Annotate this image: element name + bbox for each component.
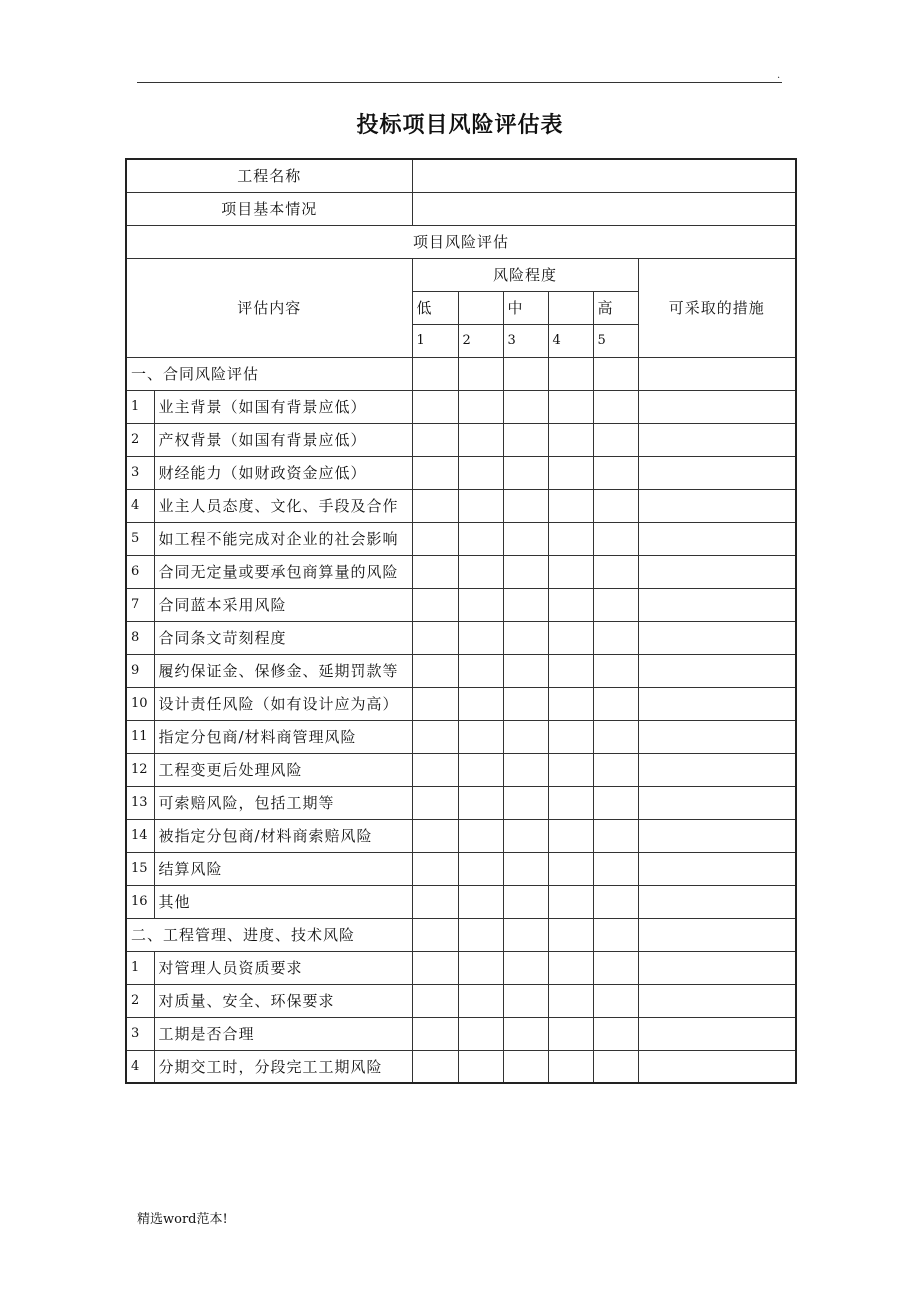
risk-level-cell[interactable] [503,786,548,819]
risk-level-cell[interactable] [593,720,638,753]
risk-level-cell[interactable] [412,852,458,885]
risk-level-cell[interactable] [593,786,638,819]
risk-level-cell[interactable] [458,621,503,654]
measures-cell[interactable] [638,885,796,918]
item-number: 7 [126,588,154,621]
measures-cell[interactable] [638,984,796,1017]
risk-level-cell[interactable] [412,489,458,522]
table-row [126,588,796,621]
item-number: 5 [126,522,154,555]
content-column-header: 评估内容 [126,258,412,357]
risk-level-cell[interactable] [458,753,503,786]
level-blank-label [548,291,593,324]
risk-level-cell[interactable] [503,753,548,786]
item-text: 合同蓝本采用风险 [154,588,412,621]
header-dot: . [777,70,781,81]
measures-cell[interactable] [638,588,796,621]
risk-level-cell[interactable] [593,489,638,522]
risk-level-cell[interactable] [458,555,503,588]
risk-level-cell[interactable] [412,1050,458,1083]
risk-level-cell[interactable] [548,423,593,456]
risk-level-cell[interactable] [548,687,593,720]
item-number: 1 [126,951,154,984]
item-text: 合同无定量或要承包商算量的风险 [154,555,412,588]
item-number: 2 [126,984,154,1017]
item-text: 产权背景（如国有背景应低） [154,423,412,456]
item-text: 结算风险 [154,852,412,885]
measures-cell[interactable] [638,654,796,687]
risk-level-cell[interactable] [548,1050,593,1083]
risk-level-cell[interactable] [548,852,593,885]
risk-level-cell[interactable] [458,423,503,456]
risk-level-cell[interactable] [548,918,593,951]
risk-level-cell[interactable] [548,819,593,852]
risk-level-cell[interactable] [593,654,638,687]
risk-level-cell[interactable] [503,1017,548,1050]
risk-level-cell[interactable] [593,951,638,984]
risk-level-cell[interactable] [548,753,593,786]
group-title: 二、工程管理、进度、技术风险 [126,918,412,951]
risk-level-cell[interactable] [548,1017,593,1050]
risk-level-cell[interactable] [503,423,548,456]
risk-level-cell[interactable] [503,588,548,621]
risk-level-cell[interactable] [503,885,548,918]
item-text: 工期是否合理 [154,1017,412,1050]
measures-cell[interactable] [638,423,796,456]
item-number: 9 [126,654,154,687]
table-row [126,489,796,522]
risk-level-cell[interactable] [548,522,593,555]
risk-level-cell[interactable] [593,1050,638,1083]
table-row [126,720,796,753]
risk-level-cell[interactable] [412,984,458,1017]
risk-level-cell[interactable] [458,786,503,819]
risk-level-cell[interactable] [593,687,638,720]
item-text: 被指定分包商/材料商索赔风险 [154,819,412,852]
risk-level-cell[interactable] [458,819,503,852]
table-row [126,819,796,852]
measures-cell[interactable] [638,489,796,522]
group-title-row [126,918,796,951]
measures-cell[interactable] [638,522,796,555]
risk-level-cell[interactable] [458,456,503,489]
item-number: 6 [126,555,154,588]
measures-cell[interactable] [638,357,796,390]
risk-level-cell[interactable] [548,654,593,687]
risk-level-cell[interactable] [593,390,638,423]
level-mid-label: 中 [503,291,548,324]
risk-level-cell[interactable] [593,852,638,885]
table-row [126,390,796,423]
risk-level-cell[interactable] [503,522,548,555]
item-text: 对质量、安全、环保要求 [154,984,412,1017]
project-name-row [126,159,796,192]
measures-cell[interactable] [638,852,796,885]
measures-column-header: 可采取的措施 [638,258,796,357]
table-row [126,852,796,885]
risk-level-cell[interactable] [458,588,503,621]
level-number-3: 3 [503,324,548,357]
item-number: 2 [126,423,154,456]
table-row [126,885,796,918]
table-row [126,984,796,1017]
risk-level-cell[interactable] [412,423,458,456]
measures-cell[interactable] [638,456,796,489]
risk-level-cell[interactable] [412,522,458,555]
item-text: 指定分包商/材料商管理风险 [154,720,412,753]
risk-level-cell[interactable] [412,1017,458,1050]
risk-level-cell[interactable] [412,555,458,588]
risk-level-cell[interactable] [503,1050,548,1083]
risk-level-cell[interactable] [412,456,458,489]
risk-level-cell[interactable] [548,588,593,621]
risk-level-cell[interactable] [503,357,548,390]
risk-level-cell[interactable] [458,984,503,1017]
item-number: 10 [126,687,154,720]
measures-cell[interactable] [638,1017,796,1050]
measures-cell[interactable] [638,1050,796,1083]
measures-cell[interactable] [638,621,796,654]
risk-level-cell[interactable] [503,621,548,654]
item-number: 11 [126,720,154,753]
risk-level-cell[interactable] [593,423,638,456]
risk-level-cell[interactable] [412,951,458,984]
page-title: 投标项目风险评估表 [356,113,564,138]
item-number: 1 [126,390,154,423]
risk-level-cell[interactable] [548,984,593,1017]
risk-level-cell[interactable] [458,522,503,555]
group-title: 一、合同风险评估 [126,357,412,390]
risk-level-cell[interactable] [412,654,458,687]
measures-cell[interactable] [638,753,796,786]
item-text: 分期交工时，分段完工工期风险 [154,1050,412,1083]
header-row-1 [126,258,796,291]
level-number-5: 5 [593,324,638,357]
table-row [126,654,796,687]
item-number: 3 [126,1017,154,1050]
item-number: 4 [126,489,154,522]
risk-level-cell[interactable] [458,390,503,423]
item-text: 财经能力（如财政资金应低） [154,456,412,489]
risk-level-cell[interactable] [412,621,458,654]
project-name-label: 工程名称 [126,159,412,192]
item-number: 14 [126,819,154,852]
risk-level-cell[interactable] [412,885,458,918]
risk-level-cell[interactable] [548,786,593,819]
item-text: 可索赔风险，包括工期等 [154,786,412,819]
risk-level-cell[interactable] [412,918,458,951]
item-number: 13 [126,786,154,819]
level-high-label: 高 [593,291,638,324]
risk-level-cell[interactable] [593,357,638,390]
risk-level-cell[interactable] [412,786,458,819]
table-row [126,1050,796,1083]
item-text: 业主背景（如国有背景应低） [154,390,412,423]
item-text: 合同条文苛刻程度 [154,621,412,654]
risk-level-cell[interactable] [458,1017,503,1050]
table-row [126,423,796,456]
risk-level-cell[interactable] [503,819,548,852]
measures-cell[interactable] [638,786,796,819]
risk-level-cell[interactable] [458,1050,503,1083]
risk-level-cell[interactable] [593,753,638,786]
risk-level-cell[interactable] [412,819,458,852]
project-name-value[interactable] [412,159,796,192]
risk-level-cell[interactable] [503,918,548,951]
header-rule [137,82,782,83]
item-text: 其他 [154,885,412,918]
measures-cell[interactable] [638,687,796,720]
item-number: 15 [126,852,154,885]
risk-level-cell[interactable] [593,819,638,852]
risk-level-cell[interactable] [593,555,638,588]
measures-cell[interactable] [638,951,796,984]
table-row [126,555,796,588]
table-row [126,753,796,786]
risk-level-cell[interactable] [548,456,593,489]
section-title-row [126,225,796,258]
risk-level-cell[interactable] [412,753,458,786]
risk-level-cell[interactable] [503,390,548,423]
level-low-label: 低 [412,291,458,324]
risk-level-cell[interactable] [412,687,458,720]
item-text: 对管理人员资质要求 [154,951,412,984]
risk-level-cell[interactable] [548,951,593,984]
measures-cell[interactable] [638,720,796,753]
level-number-2: 2 [458,324,503,357]
table-row [126,687,796,720]
risk-level-cell[interactable] [412,588,458,621]
risk-level-cell[interactable] [548,720,593,753]
risk-level-cell[interactable] [503,852,548,885]
risk-level-cell[interactable] [548,489,593,522]
risk-level-cell[interactable] [503,654,548,687]
risk-level-cell[interactable] [548,621,593,654]
risk-level-cell[interactable] [593,522,638,555]
risk-level-cell[interactable] [548,357,593,390]
risk-level-cell[interactable] [503,489,548,522]
risk-level-cell[interactable] [593,984,638,1017]
footer-note: 精选word范本! [137,1212,228,1227]
level-blank-label [458,291,503,324]
risk-level-cell[interactable] [593,456,638,489]
item-number: 16 [126,885,154,918]
risk-level-cell[interactable] [593,621,638,654]
risk-level-cell[interactable] [593,588,638,621]
risk-level-cell[interactable] [593,885,638,918]
risk-level-header: 风险程度 [412,258,638,291]
item-text: 履约保证金、保修金、延期罚款等 [154,654,412,687]
item-text: 如工程不能完成对企业的社会影响 [154,522,412,555]
measures-cell[interactable] [638,918,796,951]
risk-level-cell[interactable] [458,885,503,918]
measures-cell[interactable] [638,819,796,852]
risk-level-cell[interactable] [503,984,548,1017]
level-number-1: 1 [412,324,458,357]
risk-level-cell[interactable] [548,390,593,423]
table-row [126,786,796,819]
risk-level-cell[interactable] [458,951,503,984]
item-number: 8 [126,621,154,654]
item-text: 设计责任风险（如有设计应为高） [154,687,412,720]
risk-level-cell[interactable] [458,357,503,390]
risk-level-cell[interactable] [503,555,548,588]
risk-level-cell[interactable] [593,1017,638,1050]
project-basic-row [126,192,796,225]
table-row [126,456,796,489]
measures-cell[interactable] [638,555,796,588]
risk-level-cell[interactable] [548,555,593,588]
risk-level-cell[interactable] [503,456,548,489]
group-title-row [126,357,796,390]
risk-level-cell[interactable] [503,687,548,720]
section-title: 项目风险评估 [126,225,796,258]
risk-level-cell[interactable] [458,489,503,522]
risk-level-cell[interactable] [503,720,548,753]
item-text: 业主人员态度、文化、手段及合作 [154,489,412,522]
risk-level-cell[interactable] [503,951,548,984]
level-number-4: 4 [548,324,593,357]
table-row [126,1017,796,1050]
project-basic-value[interactable] [412,192,796,225]
item-number: 3 [126,456,154,489]
table-row [126,522,796,555]
risk-level-cell[interactable] [458,918,503,951]
risk-level-cell[interactable] [458,687,503,720]
table-row [126,621,796,654]
risk-level-cell[interactable] [593,918,638,951]
measures-cell[interactable] [638,390,796,423]
risk-level-cell[interactable] [548,885,593,918]
item-number: 12 [126,753,154,786]
project-basic-label: 项目基本情况 [126,192,412,225]
risk-level-cell[interactable] [458,720,503,753]
risk-level-cell[interactable] [412,390,458,423]
risk-level-cell[interactable] [412,720,458,753]
risk-level-cell[interactable] [458,654,503,687]
item-text: 工程变更后处理风险 [154,753,412,786]
risk-level-cell[interactable] [412,357,458,390]
risk-level-cell[interactable] [458,852,503,885]
item-number: 4 [126,1050,154,1083]
table-row [126,951,796,984]
risk-assessment-table [125,158,797,1084]
